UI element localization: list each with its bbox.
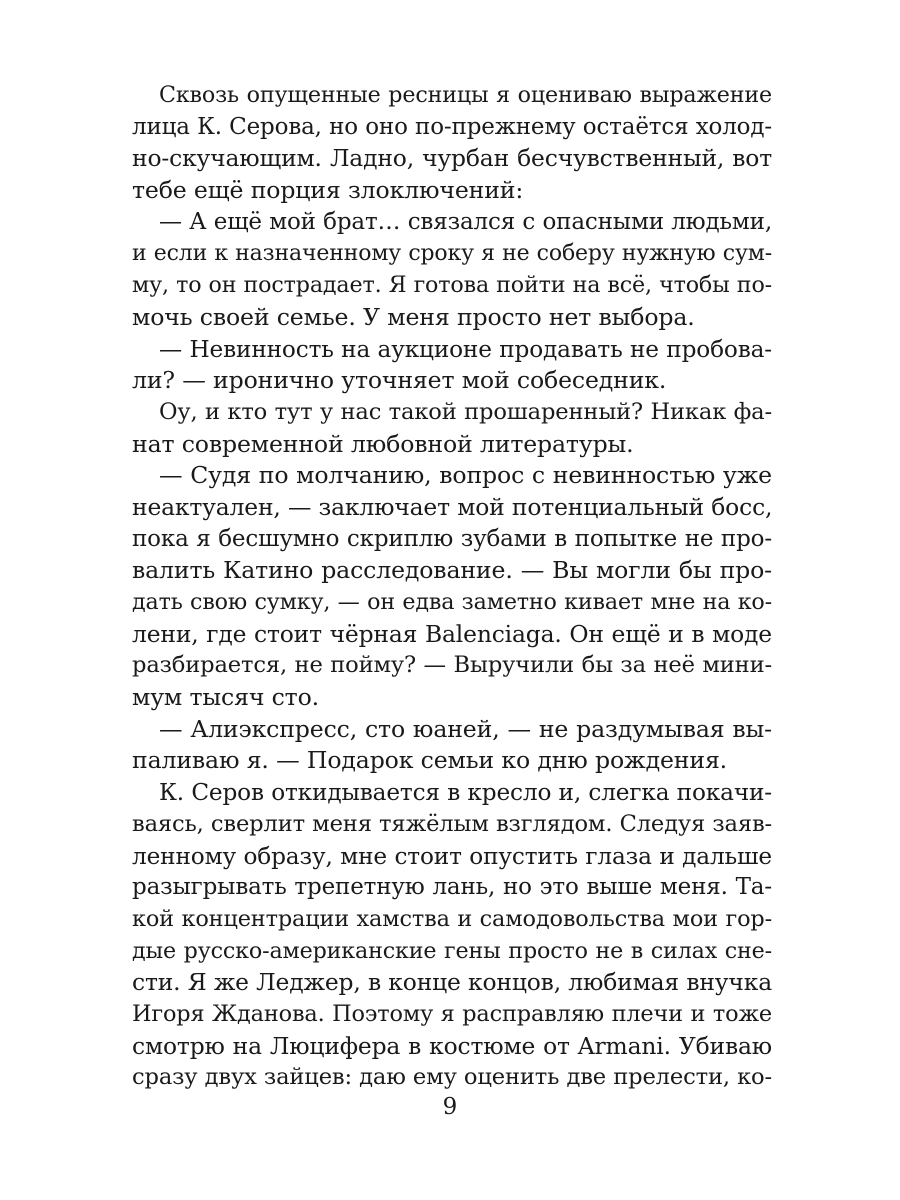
- text-line: сразу двух зайцев: даю ему оценить две прелести, ко-: [132, 1064, 772, 1091]
- text-line: неактуален, — заключает мой потенциальный босс,: [132, 492, 773, 521]
- text-line: лица К. Серова, но оно по-прежнему остаётся холод-: [132, 113, 772, 140]
- text-line: ленному образу, мне стоит опустить глаза и дальше: [132, 842, 772, 870]
- text-line: дать свою сумку, — он едва заметно кивает мне на ко-: [132, 589, 772, 615]
- text-line: разыгрывать трепетную лань, но это выше меня. Та-: [132, 874, 772, 901]
- text-line: сти. Я же Леджер, в конце концов, любимая внучка: [132, 968, 772, 997]
- text-line: тебе ещё порция злоключений:: [132, 176, 524, 205]
- text-line: — Невинность на аукционе продавать не пробова-: [159, 335, 772, 363]
- text-line: пока я бесшумно скриплю зубами в попытке не про-: [132, 525, 772, 552]
- text-line: кой концентрации хамства и самодовольства мои гор-: [132, 905, 772, 932]
- text-line: нат современной любовной литературы.: [132, 429, 634, 458]
- text-line: ваясь, сверлит меня тяжёлым взглядом. Следуя заяв-: [132, 810, 772, 837]
- text-line: паливаю я. — Подарок семьи ко дню рождения.: [132, 746, 728, 775]
- text-line: — Судя по молчанию, вопрос с невинностью уже: [159, 461, 772, 490]
- text-line: ли? — иронично уточняет мой собеседник.: [132, 366, 667, 395]
- page-number: 9: [442, 1094, 458, 1120]
- text-line: мочь своей семье. У меня просто нет выбора.: [132, 302, 695, 331]
- text-line: Оу, и кто тут у нас такой прошаренный? Никак фа-: [159, 398, 772, 425]
- text-line: но-скучающим. Ладно, чурбан бесчувственный, вот: [132, 144, 772, 173]
- text-line: и если к назначенному сроку я не соберу нужную сум-: [132, 241, 772, 267]
- text-line: Игоря Жданова. Поэтому я расправляю плечи и тоже: [132, 1000, 772, 1027]
- text-line: дые русско-американские гены просто не в силах сне-: [132, 937, 772, 964]
- text-line: — А ещё мой брат… связался с опасными людьми,: [159, 208, 772, 235]
- text-line: К. Серов откидывается в кресло и, слегка покачи-: [159, 779, 772, 807]
- text-line: валить Катино расследование. — Вы могли бы про-: [132, 556, 772, 585]
- text-line: мум тысяч сто.: [132, 683, 319, 712]
- body-text: [132, 80, 772, 1094]
- text-line: лени, где стоит чёрная Balenciaga. Он ещё и в моде: [132, 619, 772, 648]
- text-line: смотрю на Люцифера в костюме от Armani. Убиваю: [132, 1031, 772, 1060]
- text-line: разбирается, не пойму? — Выручили бы за неё мини-: [132, 652, 772, 679]
- text-line: Сквозь опущенные ресницы я оцениваю выражение: [159, 82, 772, 108]
- text-line: — Алиэкспресс, сто юаней, — не раздумывая вы-: [159, 714, 772, 743]
- text-line: му, то он пострадает. Я готова пойти на всё, чтобы по-: [132, 272, 772, 299]
